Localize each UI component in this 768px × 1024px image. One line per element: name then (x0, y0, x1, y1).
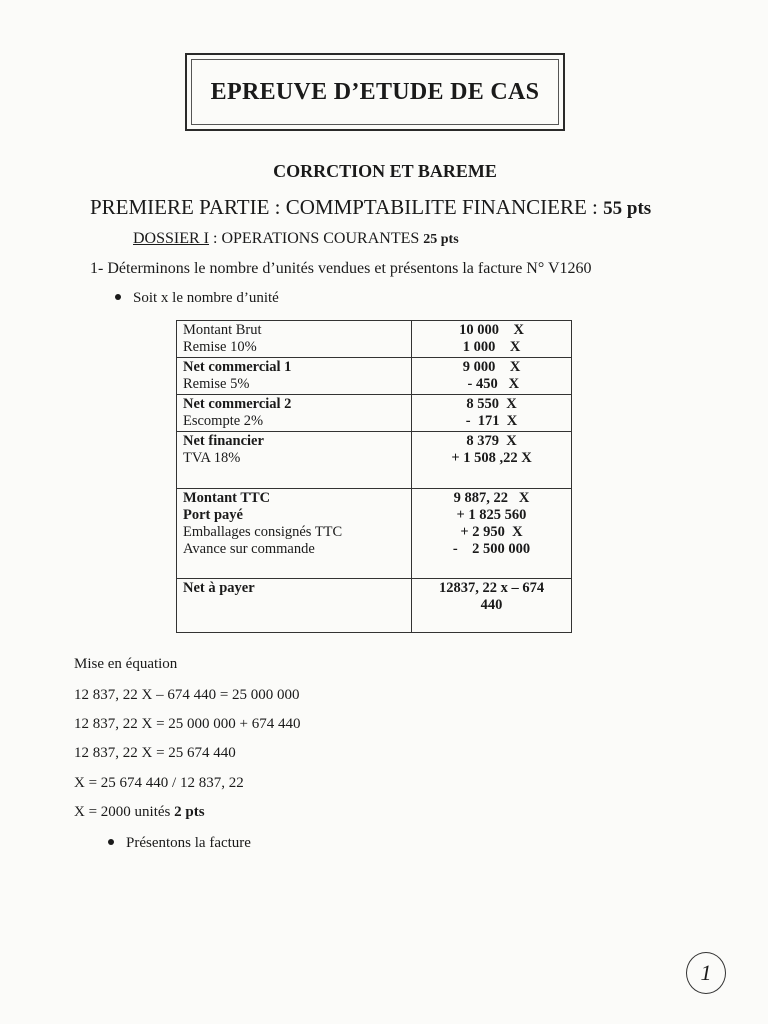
table-cell-label (177, 579, 412, 633)
table-cell-line: 8 379 X (466, 433, 517, 449)
dossier-points: 25 pts (423, 232, 459, 247)
table-cell-value (412, 358, 572, 395)
table-cell-label (177, 321, 412, 358)
page-title: EPREUVE D’ETUDE DE CAS (210, 78, 540, 105)
subtitle (0, 161, 768, 182)
table-cell-line: Remise 10% (183, 339, 257, 355)
table-cell-line: TVA 18% (183, 450, 241, 466)
table-cell-line: - 450 X (463, 376, 520, 392)
bullet-item (108, 835, 251, 852)
table-row (177, 489, 572, 579)
equation-line: 12 837, 22 X = 25 000 000 + 674 440 (74, 716, 301, 732)
table-cell-line: 12837, 22 x – 674 (438, 580, 545, 596)
part-points: 55 pts (603, 198, 652, 219)
table-cell-line: 1 000 X (462, 339, 521, 355)
table-cell-line: Port payé (183, 507, 243, 523)
bullet-text: Présentons la facture (126, 835, 251, 851)
table-cell-value (412, 395, 572, 432)
title-box (185, 53, 565, 131)
table-cell-line: Emballages consignés TTC (183, 524, 343, 540)
equation-line: 12 837, 22 X = 25 674 440 (74, 745, 236, 761)
page-number: 1 (686, 952, 726, 994)
table-cell-label (177, 358, 412, 395)
table-row (177, 579, 572, 633)
dossier-text: : OPERATIONS COURANTES (209, 230, 424, 247)
table-cell-line: 8 550 X (466, 396, 517, 412)
table-cell-label (177, 489, 412, 579)
table-cell-line: - 171 X (465, 413, 518, 429)
table-cell-line: Net à payer (183, 580, 255, 596)
table-cell-value (412, 489, 572, 579)
table-cell-line: + 1 825 560 (456, 507, 527, 523)
table-cell-line: Escompte 2% (183, 413, 264, 429)
invoice-table-body (177, 321, 572, 633)
result-line (74, 804, 205, 821)
table-row (177, 432, 572, 489)
result-text: X = 2000 unités (74, 804, 175, 820)
equation-title: Mise en équation (74, 656, 178, 672)
table-cell-line: Net financier (183, 433, 264, 449)
table-row (177, 321, 572, 358)
table-row (177, 395, 572, 432)
table-cell-line: Remise 5% (183, 376, 250, 392)
table-cell-line: 9 887, 22 X (453, 490, 530, 506)
bullet-text: Soit x le nombre d’unité (133, 290, 279, 306)
table-cell-line: - 2 500 000 (452, 541, 531, 557)
table-cell-line: + 2 950 X (460, 524, 523, 540)
dossier-label: DOSSIER I (133, 230, 210, 247)
table-row (177, 358, 572, 395)
result-points: 2 pts (174, 804, 205, 820)
bullet-icon (108, 839, 114, 845)
equation-line: 12 837, 22 X – 674 440 = 25 000 000 (74, 687, 300, 703)
table-cell-value (412, 579, 572, 633)
equation-line: X = 25 674 440 / 12 837, 22 (74, 775, 244, 791)
table-cell-line: 9 000 X (462, 359, 521, 375)
part-heading (90, 195, 651, 220)
table-cell-line: 10 000 X (459, 322, 524, 338)
invoice-table (176, 320, 572, 633)
dossier-heading (133, 230, 459, 248)
table-cell-value (412, 432, 572, 489)
table-cell-value (412, 321, 572, 358)
table-cell-line: Net commercial 1 (183, 359, 292, 375)
intro-line: 1- Déterminons le nombre d’unités vendues et présentons la facture N° V1260 (90, 260, 592, 277)
table-cell-label (177, 395, 412, 432)
bullet-item (115, 290, 279, 307)
table-cell-line: Net commercial 2 (183, 396, 292, 412)
table-cell-line: Montant TTC (183, 490, 271, 506)
title-box-inner (191, 59, 559, 125)
table-cell-line: Avance sur commande (183, 541, 315, 557)
table-cell-line: 440 (480, 597, 503, 613)
table-cell-label (177, 432, 412, 489)
subtitle-text: CORRCTION ET BAREME (273, 161, 497, 181)
table-cell-line: Montant Brut (183, 322, 262, 338)
table-cell-line: + 1 508 ,22 X (451, 450, 532, 466)
bullet-icon (115, 294, 121, 300)
part-heading-text: PREMIERE PARTIE : COMMPTABILITE FINANCIERE : (90, 195, 604, 219)
